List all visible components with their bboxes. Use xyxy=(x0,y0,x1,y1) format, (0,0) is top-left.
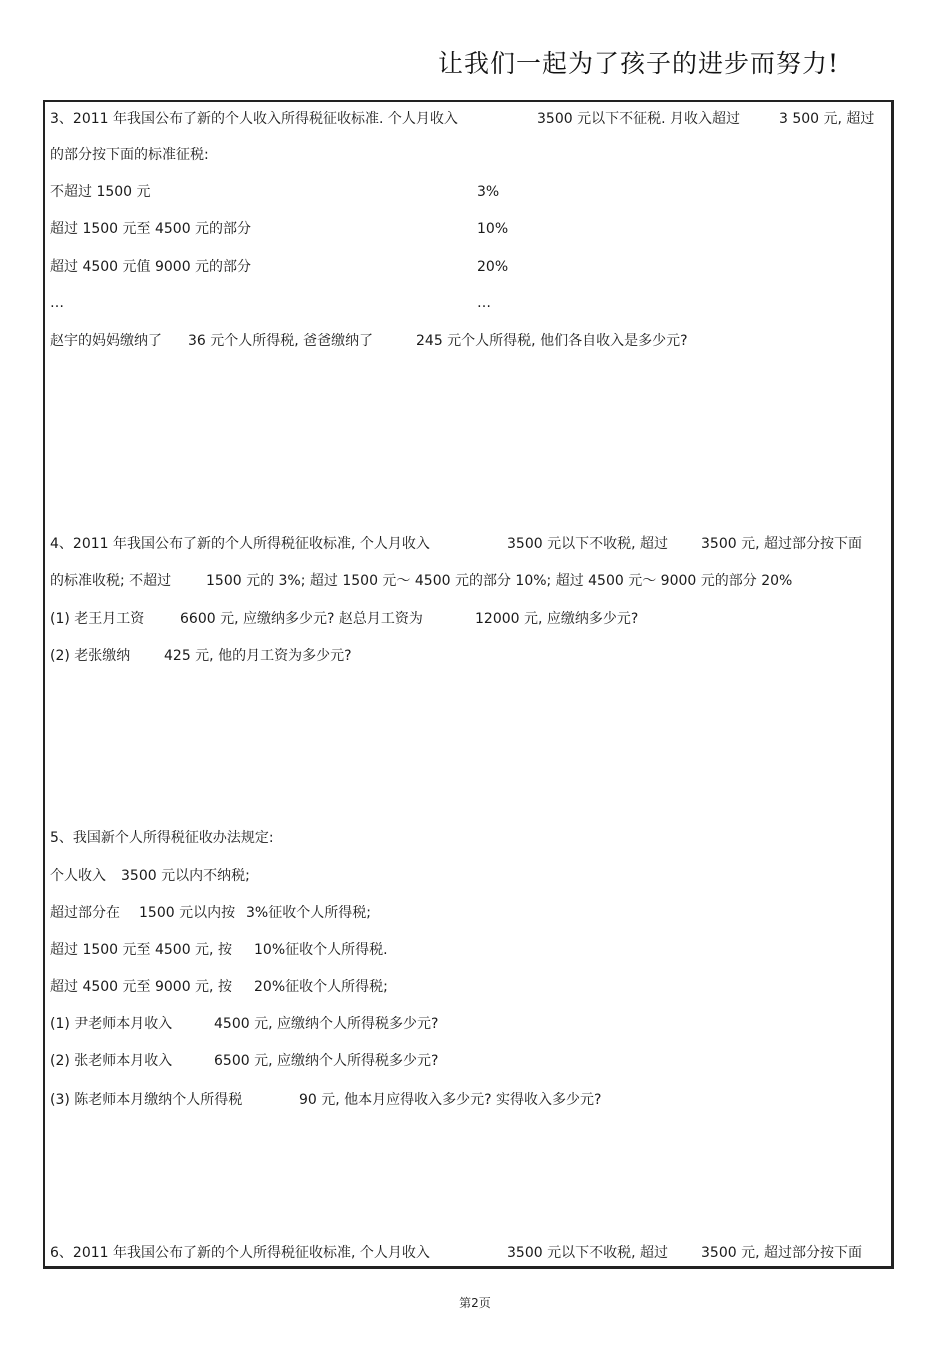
q3-line1-part3: 3 500 元, 超过 xyxy=(779,111,875,127)
q5-rule3-part1: 超过 1500 元至 4500 元, 按 xyxy=(50,942,232,958)
q5-rule1-part1: 个人收入 xyxy=(50,868,106,884)
q5-rule2-part3: 3%征收个人所得税; xyxy=(246,905,371,921)
q3-question-part3: 245 元个人所得税, 他们各自收入是多少元? xyxy=(416,333,688,349)
q3-line1-part2: 3500 元以下不征税. 月收入超过 xyxy=(537,111,740,127)
q6-line1-part2: 3500 元以下不收税, 超过 xyxy=(507,1245,668,1261)
q4-line1-part3: 3500 元, 超过部分按下面 xyxy=(701,536,862,552)
q5-sub2-part2: 6500 元, 应缴纳个人所得税多少元? xyxy=(214,1053,439,1069)
q5-rule3-part2: 10%征收个人所得税. xyxy=(254,942,388,958)
q3-rate-value: 20% xyxy=(477,259,509,275)
q5-rule4-part2: 20%征收个人所得税; xyxy=(254,979,388,995)
q4-sub2-part1: (2) 老张缴纳 xyxy=(50,648,131,664)
q5-sub2-part1: (2) 张老师本月收入 xyxy=(50,1053,173,1069)
q4-line1-part1: 4、2011 年我国公布了新的个人所得税征收标准, 个人月收入 xyxy=(50,536,430,552)
q3-rate-range: 不超过 1500 元 xyxy=(50,184,151,200)
q3-question-part1: 赵宇的妈妈缴纳了 xyxy=(50,333,162,349)
q5-rule4-part1: 超过 4500 元至 9000 元, 按 xyxy=(50,979,232,995)
q6-line1-part3: 3500 元, 超过部分按下面 xyxy=(701,1245,862,1261)
q3-rate-range: … xyxy=(50,295,64,311)
q5-title: 5、我国新个人所得税征收办法规定: xyxy=(50,830,274,846)
page-header-motto: 让我们一起为了孩子的进步而努力! xyxy=(438,49,840,78)
q4-sub1-part3: 12000 元, 应缴纳多少元? xyxy=(475,611,639,627)
q3-rate-range: 超过 4500 元值 9000 元的部分 xyxy=(50,259,252,275)
q6-line1-part1: 6、2011 年我国公布了新的个人所得税征收标准, 个人月收入 xyxy=(50,1245,430,1261)
q4-line2-part2: 1500 元的 3%; 超过 1500 元～ 4500 元的部分 10%; 超过 4500 元～ 9000 元的部分 20% xyxy=(206,573,793,589)
q4-sub2-part2: 425 元, 他的月工资为多少元? xyxy=(164,648,352,664)
q4-line2-part1: 的标准收税; 不超过 xyxy=(50,573,172,589)
q4-sub1-part2: 6600 元, 应缴纳多少元? 赵总月工资为 xyxy=(180,611,423,627)
q5-sub3-part2: 90 元, 他本月应得收入多少元? 实得收入多少元? xyxy=(299,1092,602,1108)
page-number: 第2页 xyxy=(459,1296,491,1310)
q3-rate-value: 3% xyxy=(477,184,500,200)
q5-sub1-part1: (1) 尹老师本月收入 xyxy=(50,1016,173,1032)
q3-line1-part1: 3、2011 年我国公布了新的个人收入所得税征收标准. 个人月收入 xyxy=(50,111,458,127)
q5-rule1-part2: 3500 元以内不纳税; xyxy=(121,868,250,884)
q5-sub3-part1: (3) 陈老师本月缴纳个人所得税 xyxy=(50,1092,243,1108)
q3-line2: 的部分按下面的标准征税: xyxy=(50,147,209,163)
q4-line1-part2: 3500 元以下不收税, 超过 xyxy=(507,536,668,552)
q3-question-part2: 36 元个人所得税, 爸爸缴纳了 xyxy=(188,333,374,349)
q5-rule2-part1: 超过部分在 xyxy=(50,905,120,921)
q4-sub1-part1: (1) 老王月工资 xyxy=(50,611,145,627)
q5-rule2-part2: 1500 元以内按 xyxy=(139,905,236,921)
q5-sub1-part2: 4500 元, 应缴纳个人所得税多少元? xyxy=(214,1016,439,1032)
q3-rate-value: … xyxy=(477,295,491,311)
q3-rate-value: 10% xyxy=(477,221,509,237)
q3-rate-range: 超过 1500 元至 4500 元的部分 xyxy=(50,221,252,237)
